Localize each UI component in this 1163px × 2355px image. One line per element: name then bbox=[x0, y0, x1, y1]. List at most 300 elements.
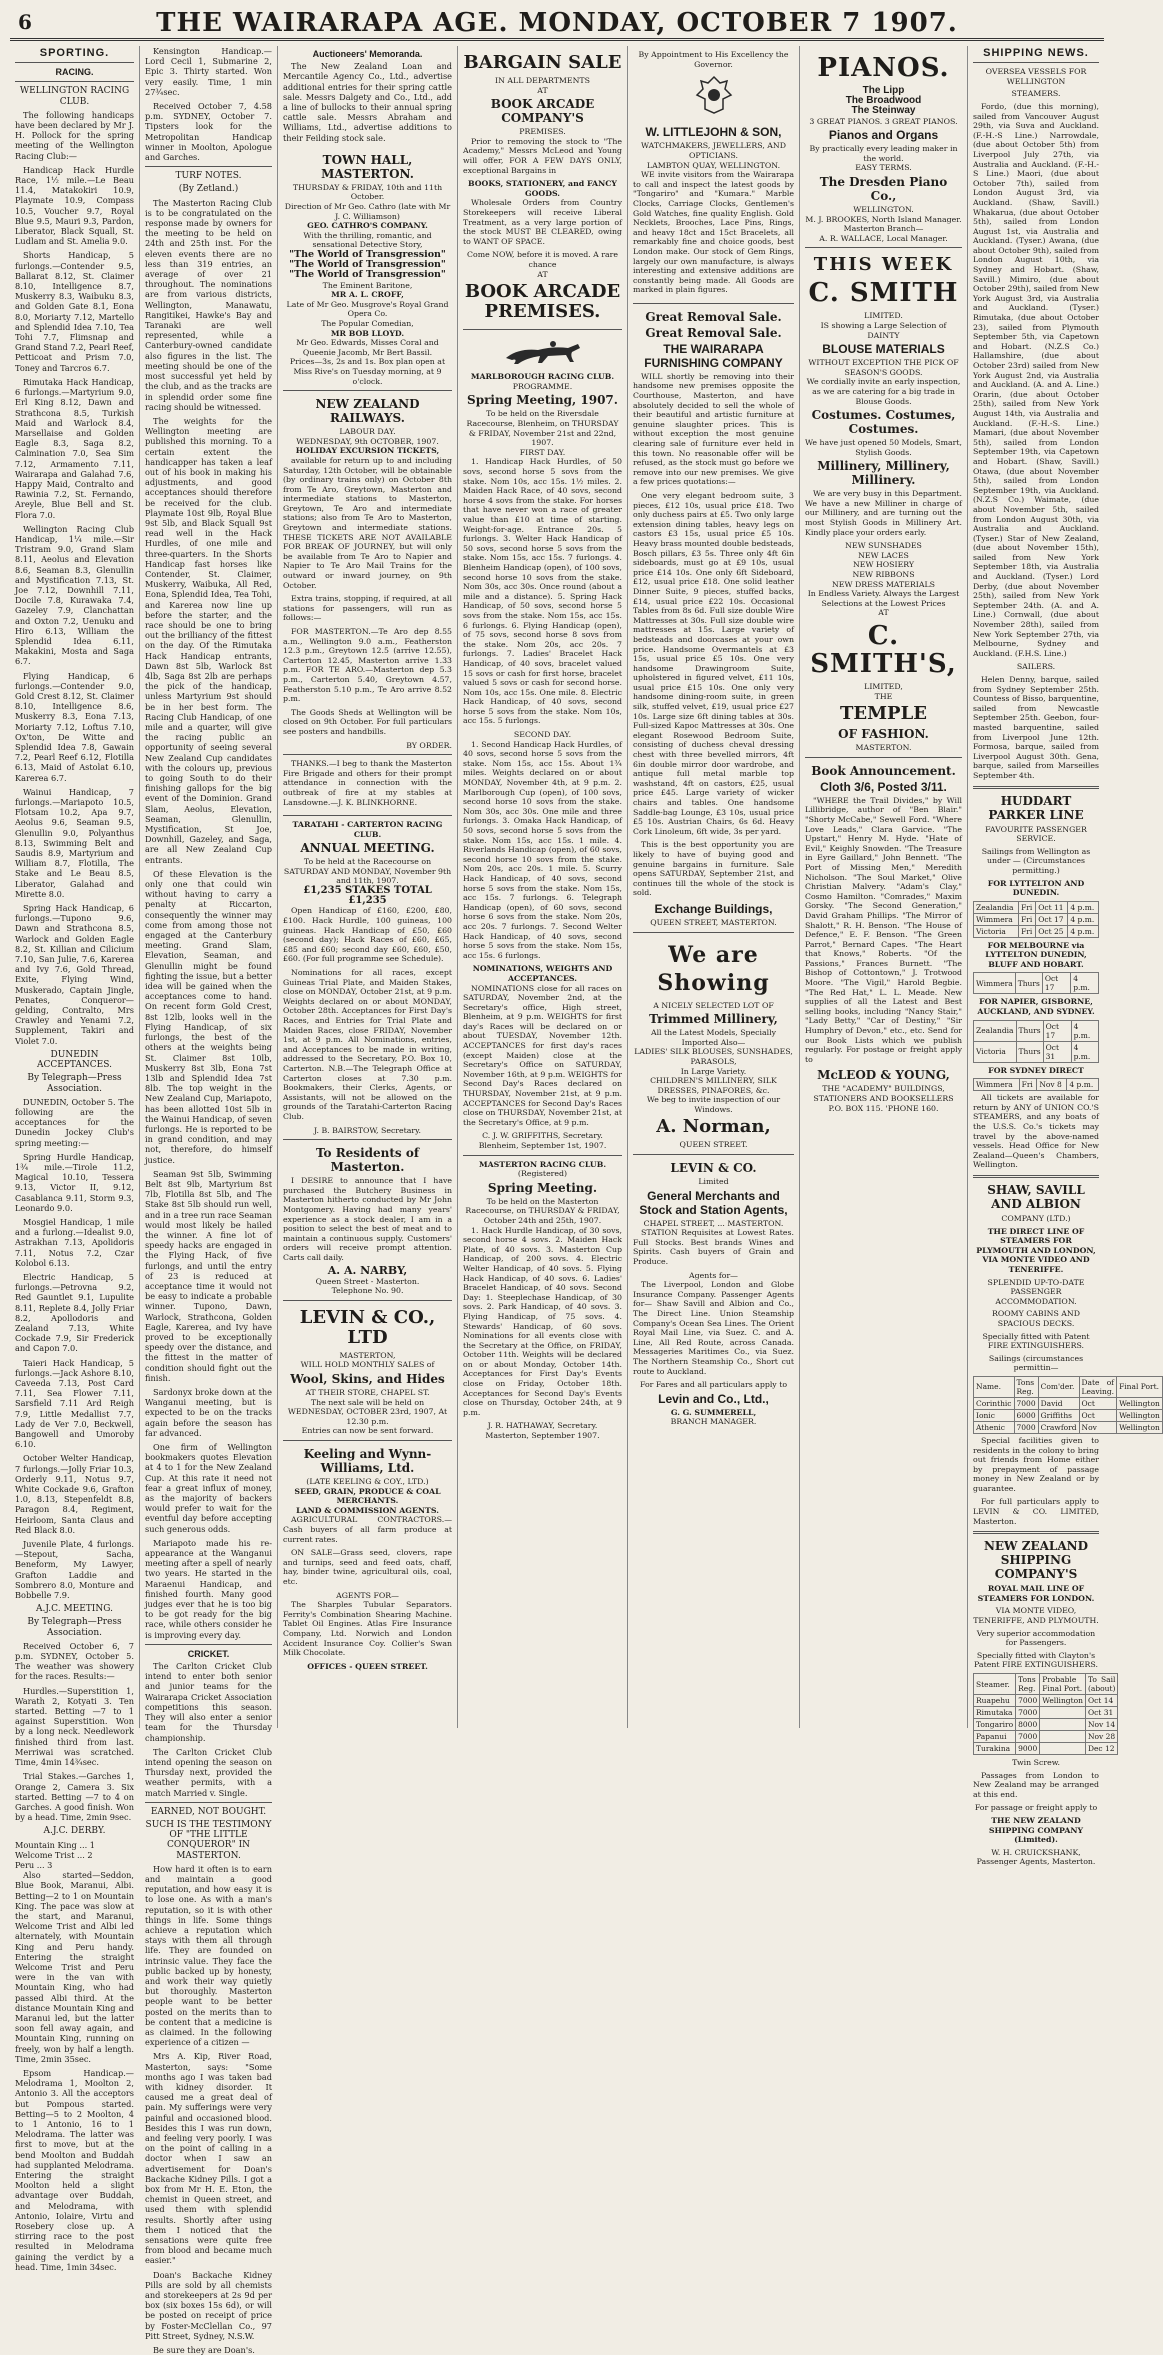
paragraph: Epsom Handicap.—Melodrama 1, Moolton 2, Antonio 3. All the acceptors but Pompous started. Betting—5 to 2 Moolton, 4 to 1 Antonio, 16 to 1 Melodrama. The latter was first to move, but at the bend Moolton and Buddah had supplanted Melodrama. Entering the straight Moolton held a slight advantage over Buddah, and Melodrama, with Antonio, Iolaire, Virtu and Rosebery close up. A stirring race to the post resulted in Melodrama gaining the verdict by a head. Time, 1min 34sec. bbox=[15, 2067, 134, 2272]
table-cell: Wimmera bbox=[974, 913, 1019, 925]
table-cell: Victoria bbox=[974, 1041, 1017, 1062]
ad-line: Sailings (circumstances permittin— bbox=[988, 1353, 1084, 1373]
paragraph: Shorts Handicap, 5 furlongs.—Contender 9.5, Ballarat 8.12, St. Claimer 8.10, Intelligence 8.7, Muskerry 8.3, Waibuku 8.3, and Golden Gate 8.1, Eona 8.0, Moriarty 7.12, Martello and Splendid Idea 7.10, Tea Tohi 7.7, Flimsnap and Grand Stand 7.2, Pearl Reef, Petticoat and Prism 7.0, Toney and Tarcros 6.7. bbox=[15, 250, 134, 373]
ad-line: WELLINGTON. bbox=[853, 204, 914, 214]
ad-line: WATCHMAKERS, JEWELLERS, AND OPTICIANS. bbox=[641, 141, 786, 160]
paragraph: Passages from London to New Zealand may be arranged at this end. bbox=[973, 1770, 1099, 1799]
paragraph: Handicap Hack Hurdle Race, 1½ mile.—Le Beau 11.4, Matakokiri 10.9, Playmate 10.9, Compass 10.5, Voucher 9.7, Royal Blue 9.5, Mauri 9.3, Pardon, Liberator, Black Squall, St. Ludlam and St. Amelia 9.0. bbox=[15, 164, 134, 247]
ad-text: One very elegant bedroom suite, 3 pieces, £12 10s, usual price £18. Two only duchess pairs at £5. Two only large extension dining tables, heavy legs on castors £3 15s, usual price £5 10s. Heavy brass mounted double bedsteads, Bosch pillars, £3 5s. Three only 4ft 6in sideboards, must go at £9 10s, usual price £14 10s. One only 6ft Sideboard, £12, usual price £18. One solid leather Dinner Suite, 9 pieces, stuffed backs, £14, usual price £22 10s. Occasional Tables from 8s 6d. Full size double Wire Mattresses at 30s. Full size double wire mattresses at 15s. Large variety of bedsteads and doorcases at your own price. Handsome Overmantels at £3 15s, usual price £5 10s. One very handsome Drawingroom Suite, upholstered in figured velvet, £11 10s, usual price £15 10s. One only very handsome dining-room suite, in green silk, stuffed velvet, £19, usual price £27 10s. Large size 6ft dining tables at 30s. Full-sized Kapoc Mattresses at 30s. One elegant Rosewood Bedroom Suite, consisting of duchess cheval dressing chest with three bevelled mirrors, 4ft 6in double mirror door wardrobe, and antique full metal marble top washstand, 4ft on castors, £25, usual price £45. Large variety of wicker chairs and tables. One handsome Saddle-bag Lounge, £3 10s, usual price £5 10s. Austrian Chairs, 6s 6d. Heavy Cork Linoleum, 6ft wide, 3s per yard. bbox=[633, 491, 794, 836]
ad-headline: C. SMITH bbox=[808, 278, 959, 309]
ad-line: The Eminent Baritone, bbox=[322, 280, 413, 290]
narby-advert bbox=[283, 1140, 452, 1301]
table-row bbox=[974, 925, 1099, 937]
newspaper-page bbox=[10, 8, 1160, 2355]
table-row bbox=[974, 1695, 1118, 1707]
ad-headline: Trimmed Millinery, bbox=[649, 1012, 778, 1027]
table-heading: FOR LYTTELTON AND DUNEDIN. bbox=[987, 878, 1085, 898]
ad-line: Masterton Branch— bbox=[843, 224, 924, 234]
paragraph: Seaman 9st 5lb, Swimming Belt 8st 9lb, Martyrium 8st 7lb, Flotilla 8st 5lb, and The Stake 8st 5lb should run well, and in a tree run race Seaman would most likely be hailed the winner. A fine lot of speedy hacks are engaged in the Flying Hack, of five furlongs, and until the entry of 23 is reduced at acceptance time it would not be easy to indicate a probable winner. Tupono, Dawn, Warlock, Strathcona, Golden Eagle, Karerea, and Ivy have proved to be exceptionally speedy over the distance, and the fittest in the matter of condition should fight out the finish. bbox=[145, 1168, 272, 1383]
ad-line: To be held on the Masterton Racecourse, on THURSDAY & FRIDAY, October 24th and 25th, 1907. bbox=[465, 1196, 620, 1225]
paragraph: Special facilities given to residents in the colony to bring out friends from Home either by prepayment of passage money in New Zealand or by guarantee. bbox=[973, 1435, 1099, 1493]
divider bbox=[15, 62, 134, 63]
bargain-sale-advert bbox=[463, 46, 622, 330]
ad-headline: OF FASHION. bbox=[838, 727, 929, 742]
ad-line: 3 GREAT PIANOS. 3 GREAT PIANOS. bbox=[809, 116, 958, 126]
column-merchants bbox=[628, 46, 800, 1728]
marlborough-advert bbox=[463, 330, 622, 1156]
ad-headline: C. SMITH'S, bbox=[810, 621, 957, 680]
column-header: Final Port. bbox=[1117, 1376, 1163, 1397]
table-row bbox=[974, 1719, 1118, 1731]
table-cell: Oct 31 bbox=[1043, 1041, 1071, 1062]
ad-text: STATION Requisites at Lowest Rates. Full Stocks. Best brands Wines and Spirits. Cash buyers of Grain and Produce. bbox=[633, 1228, 794, 1267]
ad-title: BARGAIN SALE bbox=[463, 52, 622, 73]
ad-title: Great Removal Sale. bbox=[645, 325, 782, 340]
byline: (By Zetland.) bbox=[178, 184, 239, 195]
book-announcement-advert bbox=[805, 758, 962, 1117]
table-cell: Oct 11 bbox=[1036, 901, 1068, 913]
table-cell: Oct 17 bbox=[1036, 913, 1068, 925]
derby-result: Peru ... 3 bbox=[15, 1859, 53, 1870]
ad-line: MASTERTON. bbox=[855, 743, 912, 753]
ad-line: P.O. BOX 115. 'PHONE 160. bbox=[828, 1103, 939, 1113]
sailing-table bbox=[973, 972, 1099, 994]
ad-line: For Fares and all particulars apply to bbox=[639, 1380, 788, 1390]
paragraph: The New Zealand Loan and Mercantile Agency Co., Ltd., advertise additional entries for their spring cattle sale. Messrs Dalgety and Co., Ltd., add a line of bullocks to their annual spring cattle sale. Messrs Abraham and Williams, Ltd., advertise additions to their Feilding stock sale. bbox=[283, 61, 452, 143]
derby-result: Welcome Trist ... 2 bbox=[15, 1849, 93, 1860]
ad-line: The next sale will be held on WEDNESDAY, OCTOBER 23rd, 1907, At 12.30 p.m. bbox=[287, 1397, 448, 1426]
ad-line: We beg to invite inspection of our Windows. bbox=[646, 1095, 781, 1114]
table-cell: Wellington bbox=[1117, 1421, 1163, 1433]
ad-line: EASY TERMS. bbox=[855, 163, 912, 173]
table-cell: Oct 31 bbox=[1085, 1707, 1117, 1719]
table-cell: Griffiths bbox=[1038, 1409, 1079, 1421]
ad-headline: Pianos and Organs bbox=[828, 128, 939, 143]
table-cell: 9000 bbox=[1016, 1743, 1040, 1755]
ad-text: Prior to removing the stock to "The Academy," Messrs McLeod and Young will offer, FOR A FEW DAYS ONLY, exceptional Bargains in bbox=[463, 136, 622, 175]
ad-line: AT THEIR STORE, CHAPEL ST. bbox=[305, 1388, 430, 1398]
table-cell: Thurs bbox=[1016, 1020, 1043, 1041]
ad-line: LAMBTON QUAY, WELLINGTON. bbox=[646, 160, 781, 170]
paragraph: How hard it often is to earn and maintain a good reputation, and how easy it is to lose one. As with a man's reputation, so it is with other things in life. Some things achieve a reputation which stays with them all through life. They are founded on intrinsic value. They face the public backed up by honesty, and work their way quietly but thoroughly. Masterton people want to be better posted on the merits than to be content that a medicine is as claimed. In the following experience of a citizen — bbox=[145, 1863, 272, 2048]
sailing-table bbox=[973, 1673, 1118, 1755]
table-cell: Wimmera bbox=[974, 973, 1016, 994]
ad-title: SHAW, SAVILL AND ALBION bbox=[987, 1183, 1085, 1212]
table-header-row bbox=[974, 1376, 1163, 1397]
ad-line: We have just opened 50 Models, Smart, Stylish Goods. bbox=[805, 438, 962, 457]
table-cell: 4 p.m. bbox=[1071, 973, 1099, 994]
table-cell: Wellington bbox=[1117, 1397, 1163, 1409]
ad-title: NEW ZEALAND RAILWAYS. bbox=[315, 397, 420, 426]
list-item: NEW LACES bbox=[858, 550, 909, 560]
table-header-row bbox=[974, 1674, 1118, 1695]
table-cell: Corinthic bbox=[974, 1397, 1015, 1409]
ad-line: PROGRAMME. bbox=[512, 381, 573, 391]
ad-line: To be held on the Riversdale Racecourse, Blenheim, on THURSDAY & FRIDAY, November 21st and 22nd, 1907. bbox=[466, 409, 619, 448]
ad-line: LAND & COMMISSION AGENTS. bbox=[296, 1505, 439, 1515]
article-heading: DUNEDIN ACCEPTANCES. bbox=[37, 1049, 112, 1071]
ad-line: AGENTS FOR— bbox=[336, 1590, 399, 1600]
masterton-racing-advert bbox=[463, 1156, 622, 1445]
ad-signoff: C. J. W. GRIFFITHS, Secretary. bbox=[482, 1131, 603, 1141]
ad-headline: £1,235 STAKES TOTAL £1,235 bbox=[303, 885, 432, 907]
ad-signoff: W. H. CRUICKSHANK, Passenger Agents, Masterton. bbox=[976, 1847, 1096, 1867]
paragraph: Wellington Racing Club Handicap, 1¼ mile.—Sir Tristram 9.0, Grand Slam 8.11, Aeolus and Elevation 8.6, Seaman 8.3, Glenullin and Mystification 7.13, St. Joe 7.12, Downhill 7.11, Docile 7.8, Kurawaka 7.4, Gazeley 7.9, Clanchattan and Oxton 7.2, Uenuku and Hiro 6.13, William the Splendid Idea 6.11, Makakini, Mosta and Saga 6.7. bbox=[15, 523, 134, 667]
table-heading: FOR NAPIER, GISBORNE, AUCKLAND, AND SYDNEY. bbox=[977, 997, 1095, 1017]
ad-line: THE "ACADEMY" BUILDINGS, bbox=[822, 1084, 945, 1094]
racehorse-icon bbox=[498, 338, 588, 366]
ad-line: DAINTY bbox=[867, 330, 900, 340]
paragraph: Spring Hack Handicap, 6 furlongs.—Tupono 9.6, Dawn and Strathcona 8.5, Warlock and Golden Eagle 8.2, St. Killian and Cilicium 7.10, San Julie, 7.6, Karerea and Ivy 7.6, Gold Thread, Exite, Flying Wind, Muskerado, Captain Jingle, Penates, Conqueror—gelding, Contralto, Mrs Crawley and Yenami 7.2, Supplement, Takiri and Violet 7.0. bbox=[15, 903, 134, 1046]
ad-line: LADIES' SILK BLOUSES, SUNSHADES, PARASOLS, bbox=[634, 1047, 793, 1066]
divider bbox=[145, 1644, 272, 1645]
paragraph: Doan's Backache Kidney Pills are sold by all chemists and storekeepers at 2s 9d per box (six boxes 15s 6d), or will be posted on receipt of price by Foster-McClellan Co., 97 Pitt Street, Sydney, N.S.W. bbox=[145, 2269, 272, 2341]
ad-title: LEVIN & CO., LTD bbox=[299, 1306, 436, 1348]
table-cell: 4 p.m. bbox=[1071, 1041, 1098, 1062]
ad-title: Book Announcement. bbox=[811, 763, 956, 778]
ad-title: NEW ZEALAND SHIPPING COMPANY'S bbox=[983, 1539, 1089, 1582]
ad-line: BRANCH MANAGER. bbox=[670, 1417, 757, 1427]
table-cell: 8000 bbox=[1016, 1719, 1040, 1731]
table-row bbox=[974, 973, 1099, 994]
ad-text: Nominations for all races, except Guineas Trial Plate, and Maiden Stakes, close on MONDAY, October 21st, at 9 p.m. Weights declared on or about MONDAY, October 28th. Acceptances for First Day's Races, and Entries for Trial Plate and Maiden Races, close FRIDAY, November 1st, at 9 p.m. All Nominations, entries, and Acceptances to be made in writing, addressed to the Secretary, P.O. Box 10, Carterton. N.B.—The Telegraph Office at Carterton closes at 7.30 p.m. Bookmakers, their Clerks, Agents, or Assistants, will not be allowed on the grounds of the Taratahi-Carterton Racing Club. bbox=[283, 968, 452, 1121]
table-cell bbox=[1040, 1707, 1086, 1719]
ad-line: SPLENDID UP-TO-DATE PASSENGER ACCOMMODATION. bbox=[987, 1277, 1085, 1306]
piano-brand: The Lipp bbox=[862, 85, 905, 96]
ad-line: M. J. BROOKES, North Island Manager. bbox=[805, 214, 962, 224]
paragraph: Helen Denny, barque, sailed from Sydney September 25th. Countess of Bisso, barquentine, sailed from Newcastle September 25th. Geebon, four-masted barquentine, sailed from Liverpool June 12th. Formosa, barque, sailed from Liverpool August 30th. Gena, barque, sailed from Marseilles September 4th. bbox=[973, 675, 1099, 780]
ad-line: Prices—3s, 2s and 1s. Box plan open at Miss Rive's on Tuesday morning, at 9 o'clock. bbox=[289, 357, 446, 386]
table-cell: Oct 17 bbox=[1042, 973, 1070, 994]
column-header: To Sail (about) bbox=[1085, 1674, 1117, 1695]
paragraph: Mariapoto made his re-appearance at the Wanganui meeting after a spell of nearly two years. He started in the Maraenui Handicap, and finished fourth. Many good judges ever that he is too big to be got ready for the big race, while others consider he is improving every day. bbox=[145, 1537, 272, 1640]
ad-line: PREMISES. bbox=[519, 127, 566, 137]
table-cell: 4 p.m. bbox=[1068, 901, 1099, 913]
ad-line: ROOMY CABINS AND SPACIOUS DECKS. bbox=[991, 1309, 1081, 1328]
derby-result: Mountain King ... 1 bbox=[15, 1839, 95, 1850]
subheading: SAILERS. bbox=[1016, 662, 1056, 672]
table-cell: Oct 14 bbox=[1085, 1695, 1117, 1707]
ad-headline: Costumes. Costumes, Costumes. bbox=[811, 408, 956, 437]
ad-line: By practically every leading maker in the world. bbox=[809, 144, 958, 163]
ad-line: NOMINATIONS, WEIGHTS AND ACCEPTANCES. bbox=[472, 964, 613, 983]
ad-line: Twin Screw. bbox=[1012, 1758, 1060, 1768]
byline: By Telegraph—Press Association. bbox=[27, 1073, 122, 1094]
table-cell: Fri bbox=[1019, 901, 1036, 913]
ad-line: COMPANY (LTD.) bbox=[1001, 1214, 1071, 1224]
table-row bbox=[974, 1079, 1099, 1091]
columns bbox=[10, 46, 1160, 2355]
ad-headline: Spring Meeting. bbox=[487, 1180, 598, 1195]
table-cell: Victoria bbox=[974, 925, 1019, 937]
article-heading: A.J.C. MEETING. bbox=[36, 1604, 113, 1615]
ad-line: THE DIRECT LINE OF STEAMERS FOR PLYMOUTH AND LONDON, VIA MONTE VIDEO AND TENERIFFE. bbox=[976, 1226, 1096, 1274]
table-cell: 7000 bbox=[1016, 1707, 1040, 1719]
paragraph: Juvenile Plate, 4 furlongs.—Stepout, Sacha, Beneform, My Lawyer, Grafton Laddie and Sombrero 8.0, Monture and Bobbelle 7.9. bbox=[15, 1539, 134, 1601]
ad-line: STATIONERS AND BOOKSELLERS bbox=[813, 1094, 954, 1104]
table-cell: Athenic bbox=[974, 1421, 1015, 1433]
table-row bbox=[974, 1397, 1163, 1409]
ad-line: A NICELY SELECTED LOT OF bbox=[653, 1000, 774, 1010]
ad-text: This is the best opportunity you are likely to have of buying good and genuine bargains in furniture. Sale opens SATURDAY, September 21st, and continues till the whole of the stock is sold. bbox=[633, 840, 794, 898]
table-cell: Nov 8 bbox=[1037, 1079, 1067, 1091]
ad-text: AGRICULTURAL CONTRACTORS.—Cash buyers of all farm produce at current rates. bbox=[283, 1515, 452, 1544]
table-cell bbox=[1040, 1743, 1086, 1755]
paragraph: Spring Hurdle Handicap, 1¾ mile.—Tirole 11.2, Magical 10.10, Tessera 9.13, Victor II, 9.12, Casablanca 9.11, Storm 9.3, Leonardo 9.0. bbox=[15, 1151, 134, 1213]
ad-headline: A. Norman, bbox=[656, 1116, 771, 1138]
table-cell: Rimutaka bbox=[974, 1707, 1016, 1719]
ad-headline: BOOK ARCADE COMPANY'S bbox=[490, 97, 595, 126]
ad-line: VIA MONTE VIDEO, TENERIFFE, AND PLYMOUTH. bbox=[973, 1606, 1099, 1626]
column-header: Name. bbox=[974, 1376, 1015, 1397]
paragraph: Trial Stakes.—Garches 1, Orange 2, Camera 3. Six started. Betting —7 to 4 on Garches. A good finish. Won by a head. Time, 2min 9sec. bbox=[15, 1771, 134, 1823]
table-cell bbox=[1040, 1731, 1086, 1743]
ad-line: LIMITED, bbox=[864, 682, 903, 692]
table-row bbox=[974, 901, 1099, 913]
ad-line: Telephone No. 90. bbox=[331, 1286, 404, 1296]
table-row bbox=[974, 1731, 1118, 1743]
sailing-table bbox=[973, 901, 1099, 938]
newspaper-title: THE WAIRARAPA AGE. MONDAY, OCTOBER 7 1907. bbox=[156, 8, 958, 38]
divider bbox=[973, 786, 1099, 789]
ad-headline: General Merchants and Stock and Station Agents, bbox=[639, 1188, 788, 1217]
table-cell: 7000 bbox=[1016, 1731, 1040, 1743]
paragraph: Be sure they are Doan's. bbox=[153, 2345, 255, 2355]
column-header: Date of Leaving. bbox=[1079, 1376, 1117, 1397]
ad-line: Mr Geo. Edwards, Misses Coral and Queenie Jacomb, Mr Bert Bassil. bbox=[296, 338, 439, 357]
ad-line: ROYAL MAIL LINE OF STEAMERS FOR LONDON. bbox=[977, 1584, 1095, 1603]
ad-title: MASTERTON RACING CLUB. bbox=[478, 1159, 607, 1169]
table-cell: Fri bbox=[1019, 913, 1036, 925]
table-cell: 7000 bbox=[1014, 1421, 1038, 1433]
ad-line: SECOND DAY. bbox=[513, 730, 572, 740]
table-row bbox=[974, 1743, 1118, 1755]
paragraph: The Carlton Cricket Club intend opening the season on Thursday next, provided the weather permits, with a match Married v. Single. bbox=[145, 1746, 272, 1798]
ad-line: HOLIDAY EXCURSION TICKETS, bbox=[295, 446, 440, 456]
column-auctioneers bbox=[278, 46, 458, 1728]
list-item: NEW DRESS MATERIALS bbox=[831, 579, 936, 589]
ad-line: CHAPEL STREET, ... MASTERTON. bbox=[643, 1218, 784, 1228]
paragraph: The Masterton Racing Club is to be congratulated on the response made by owners for the meeting to be held on 24th and 25th inst. For the eleven events there are no less than 319 entries, an average of over 21 throughout. The nominations are from various districts, Wellington, Manawatu, Rangitikei, Hawke's Bay and Taranaki are well represented, while a Canterbury-owned candidate also figures in the list. The meeting should be one of the most successful yet held by the club, and as the tracks are in splendid order some fine racing should be witnessed. bbox=[145, 197, 272, 412]
thanks-notice bbox=[283, 755, 452, 816]
table-cell: Turakina bbox=[974, 1743, 1016, 1755]
list-item: NEW HOSIERY bbox=[852, 560, 915, 570]
paragraph: Flying Handicap, 6 furlongs.—Contender 9.0, Gold Crest 8.12, St. Claimer 8.10, Intelligence 8.6, Muskerry 8.3, Eona 7.13, Moriarty 7.12, Loftus 7.10, Ox'ton, De Witte and Splendid Idea 7.8, Gawain 7.2, Pearl Reef 6.12, Flotilla 6.13, Maid of Astolat 6.10, Karerea 6.7. bbox=[15, 670, 134, 783]
table-row bbox=[974, 1707, 1118, 1719]
play-title: "The World of Transgression" bbox=[289, 248, 446, 260]
taratahi-advert bbox=[283, 816, 452, 1140]
ad-line: AT bbox=[537, 269, 548, 279]
sailing-table bbox=[973, 1020, 1099, 1063]
ad-line: Limited bbox=[698, 1177, 729, 1187]
table-heading: FOR MELBOURNE via LYTTELTON DUNEDIN, BLUFF AND HOBART. bbox=[985, 940, 1087, 969]
ad-line: Masterton, September 1907. bbox=[485, 1431, 600, 1441]
paragraph: Also started—Seddon, Blue Book, Maranui, Albi. Betting—2 to 1 on Mountain King. The pace was slow at the start, and Maranui, Welcome Trist and Albi led alternately, with Mountain King and Peru handy. Entering the straight Welcome Trist and Peru were in the van with Mountain King, who had passed Albi third. At the distance Mountain King and Maranui led, but the latter soon fell away again, and Mountain King, running on freely, won by half a length. Time, 2min 35sec. bbox=[15, 1870, 134, 2064]
column-turf-notes bbox=[140, 46, 278, 2355]
section-heading: SHIPPING NEWS. bbox=[983, 47, 1089, 59]
norman-advert bbox=[633, 933, 794, 1156]
table-cell: 7000 bbox=[1014, 1397, 1038, 1409]
ad-line: WITHOUT EXCEPTION THE PICK OF SEASON'S GOODS. bbox=[808, 358, 959, 377]
paragraph: Mosgiel Handicap, 1 mile and a furlong.—Idealist 9.0, Astrakhan 7.13, Apolidoris 7.11, Notus 7.2, Czar Kolobol 6.13. bbox=[15, 1216, 134, 1268]
paragraph: Received October 7, 4.58 p.m. SYDNEY, October 7. Tipsters look for the Metropolitan Handicap winner in Moolton, Apologue and Garches. bbox=[145, 101, 272, 163]
ad-title: THIS WEEK bbox=[813, 254, 954, 276]
royal-crest-icon bbox=[689, 73, 739, 117]
table-row bbox=[974, 1409, 1163, 1421]
ad-headline: TEMPLE bbox=[840, 703, 927, 725]
paragraph: The weights for the Wellington meeting are published this morning. To a certain extent the handicapper has taken a leaf out of his book in making his adjustments, and good acceptances should therefore be received for the club. Playmate 10st 9lb, Royal Blue 9st 5lb, and Black Squall 9st read well in the Hack Hurdles, of one mile and three-quarters. In the Shorts Handicap fast horses like Contender, St. Claimer, Muskerry, Waibuka, All Red, Eona, Splendid Idea, Tea Tohi, and Karerea now line up before the starter, and the race should be one to bring out the brilliancy of the fittest on the day. Of the Rimutaka Hack Handicap entrants, Dawn 8st 5lb, Warlock 8st 4lb, Saga 8st 2lb are perhaps the pick of the handicap, unless Martyrium 9st should be in her best form. The Racing Club Handicap, of one mile and a quarter, will give the racing public an opportunity of seeing several New Zealand Cup candidates with the colours up, previous to going South to do their finishing gallops for the big event of the Dominion. Grand Slam, Aeolus, Elevation, Seaman, Glenullin, Mystification, St Joe, Downhill, Gazeley, and Saga, are all New Zealand Cup entrants. bbox=[145, 415, 272, 865]
ad-line: (LATE KEELING & COY., LTD.) bbox=[306, 1477, 429, 1487]
column-header: Probable Final Port. bbox=[1040, 1674, 1086, 1695]
ad-line: LIMITED. bbox=[864, 311, 903, 321]
sailing-table bbox=[973, 1376, 1163, 1434]
ad-line: AT bbox=[878, 608, 889, 618]
ad-line: IS showing a Large Selection of bbox=[820, 320, 947, 330]
ad-text: Extra trains, stopping, if required, at all stations for passengers, will run as follows:— bbox=[283, 594, 452, 623]
table-cell: Crawford bbox=[1038, 1421, 1079, 1433]
ad-headline: Millinery, Millinery, Millinery. bbox=[817, 459, 950, 488]
paragraph: Kensington Handicap.—Lord Cecil 1, Submarine 2, Epic 3. Thirty started. Won very easily. Time, 1 min 27¾sec. bbox=[145, 46, 272, 97]
table-cell: Nov 14 bbox=[1085, 1719, 1117, 1731]
ad-line: SEED, GRAIN, PRODUCE & COAL MERCHANTS. bbox=[294, 1486, 441, 1506]
paragraph: One firm of Wellington bookmakers quotes Elevation at 4 to 1 for the New Zealand Cup. At this rate it need not fear a great influx of money, as the majority of backers would prefer to wait for the eventful day before accepting such generous odds. bbox=[145, 1442, 272, 1534]
table-cell: Ionic bbox=[974, 1409, 1015, 1421]
table-cell: Oct bbox=[1079, 1409, 1117, 1421]
column-drapers bbox=[800, 46, 968, 1728]
ad-line: By Appointment to His Excellency the Governor. bbox=[638, 50, 789, 69]
paragraph: October Welter Handicap, 7 furlongs.—Jolly Friar 10.3, Orderly 9.11, Notus 9.7, White Cockade 9.6, Grafton 1.0, 8.13, Stepenfeldt 8.8, Paragon 8.4, Regiment, Heirloom, Santa Claus and Red Black 8.0. bbox=[15, 1453, 134, 1535]
ad-line: We cordially invite an early inspection, as we are catering for a big trade in Blouse Goods. bbox=[806, 377, 961, 406]
ad-line: Direction of Mr Geo. Cathro (late with Mr J. C. Williamson) bbox=[284, 202, 451, 221]
ad-title: W. LITTLEJOHN & SON, bbox=[645, 125, 782, 140]
ad-text: I DESIRE to announce that I have purchased the Butchery Business in Masterton hitherto conducted by Mr John Montgomery. Having had many years' experience as a stock dealer, I am in a position to select the best of meat and to maintain a continuous supply. Customers' orders will receive prompt attention. Carts call daily. bbox=[283, 1176, 452, 1262]
paragraph: For full particulars apply to LEVIN & CO. LIMITED, Masterton. bbox=[973, 1497, 1099, 1526]
keeling-advert bbox=[283, 1441, 452, 1675]
pianos-advert bbox=[805, 46, 962, 248]
table-cell: Oct bbox=[1079, 1397, 1117, 1409]
subheading: STEAMERS. bbox=[1011, 89, 1061, 99]
paragraph: All tickets are available for return by ANY of UNION CO.'S STEAMERS, and any boats of the U.S.S. Co.'s tickets may travel by the above-named vessels. Head Office for New Zealand—Queen's Chambers, Wellington. bbox=[973, 1093, 1099, 1170]
ad-text: WILL shortly be removing into their handsome new premises opposite the Courthouse, Masterton, and have absolutely decided to sell the whole of their beautiful and artistic furniture at genuine slaughter prices. This is without exception the most genuine clearing sale of furniture ever held in this town. No reasonable offer will be refused, as the stock must go before we remove into our new premises. We give a few prices quotations:— bbox=[633, 371, 794, 487]
ad-line: Late of Mr Geo. Musgrove's Royal Grand Opera Co. bbox=[286, 299, 449, 319]
table-row bbox=[974, 1020, 1099, 1041]
table-cell: 7000 bbox=[1016, 1695, 1040, 1707]
play-title: "The World of Transgression" bbox=[289, 269, 446, 281]
table-cell: Thurs bbox=[1015, 973, 1042, 994]
divider bbox=[145, 1802, 272, 1803]
sailing-table bbox=[973, 1078, 1099, 1091]
piano-brand: The Broadwood bbox=[845, 95, 922, 107]
ad-line: MASTERTON, bbox=[339, 1350, 396, 1360]
ad-line: FAVOURITE PASSENGER SERVICE. bbox=[985, 824, 1087, 844]
ad-text: 1. Hack Hurdle Handicap, of 30 sovs, second horse 4 sovs. 2. Maiden Hack Plate, of 40 sovs. 3. Masterton Cup Handicap, of 200 sovs. 4. Electric Welter Handicap, of 40 sovs. 5. Flying Hack Handicap, of 40 sovs. 6. Ladies' Bracelet Handicap, of 40 sovs. Second Day: 1. Steeplechase Handicap, of 30 sovs. 2. Park Handicap, of 40 sovs. 3. Flying Handicap, of 75 sovs. 4. Stewards' Handicap, of 60 sovs. Nominations for all events close with the Secretary at the Office, on FRIDAY, October 11th. Weights will be declared on or about Monday, October 14th. Acceptances for First Day's Events close on Friday, October 18th. Acceptances for Second Day's Events close on Thursday, October 24th, at 9 p.m. bbox=[463, 1225, 622, 1417]
table-heading: FOR SYDNEY DIRECT bbox=[988, 1065, 1084, 1075]
table-cell bbox=[1040, 1719, 1086, 1731]
subheading: RACING. bbox=[55, 67, 94, 78]
table-row bbox=[974, 1041, 1099, 1062]
ad-headline: Wool, Skins, and Hides bbox=[290, 1372, 445, 1387]
ad-line: Agents for— bbox=[689, 1270, 738, 1280]
table-cell: Nov bbox=[1079, 1421, 1117, 1433]
column-shipping bbox=[968, 46, 1160, 1867]
ad-title: Great Removal Sale. bbox=[645, 309, 782, 324]
article-heading: TURF NOTES. bbox=[175, 171, 242, 182]
ad-text: WE invite visitors from the Wairarapa to call and inspect the latest goods by "Tongariro" and "Kumara." Marble Clocks, Carriage Clocks, Gentlemen's Gold Watches, fine quality English. Gold Necklets, Brooches, Lace Pins, Rings, and heavy 18ct and 15ct Bracelets, all remarkably fine and choice goods, best London make. Our stock of Gem Rings, largely our own manufacture, is always interesting and extensive additions are constantly being made. All Goods are marked in plain figures. bbox=[633, 170, 794, 295]
levin-general-advert bbox=[633, 1155, 794, 1431]
ad-line: IN ALL DEPARTMENTS bbox=[495, 76, 590, 85]
ad-headline: BLOUSE MATERIALS bbox=[822, 342, 945, 357]
table-cell: Fri bbox=[1019, 925, 1036, 937]
ad-line: Very superior accommodation for Passengers. bbox=[976, 1628, 1096, 1648]
ad-line: MR A. L. CROFF, bbox=[331, 290, 404, 300]
ad-text: FOR MASTERTON.—Te Aro dep 8.55 a.m., Wellington 9.0 a.m., Featherston 12.3 p.m., Greytown 12.5 (arrive 12.55), Carterton 12.45, Masterton arrive 1.33 p.m. FOR TE ARO.—Masterton dep 5.3 p.m., Carterton 5.40, Greytown 4.57, Featherston 5.10 p.m., Te Aro arrive 8.52 p.m. bbox=[283, 627, 452, 704]
ad-headline: BOOK ARCADE PREMISES. bbox=[464, 281, 621, 323]
ad-text: Open Handicap of £160, £200, £80, £100. Hack Hurdle, 100 guineas, 100 guineas. Hack Handicap of £50, £60 (second day); Hack Races of £60, £65, £85 and £60; second day £60, £60, £50, £60. (For full programme see Schedule). bbox=[283, 906, 452, 964]
table-cell: 4 p.m. bbox=[1068, 925, 1099, 937]
ad-signoff: BY ORDER. bbox=[406, 740, 452, 750]
ad-line: Sailings from Wellington as under — (Circumstances permitting.) bbox=[981, 846, 1091, 875]
ad-text: The Liverpool, London and Globe Insurance Company. Passenger Agents for— Shaw Savill and Albion and Co., The Direct Line. Union Steamship Company's Ocean Sea Lines. The Orient Royal Mail Line, via Suez. C. and A. Line, All Red Route, across Canada. Messageries Maritimes Co., via Suez. The Northern Steamship Co., Short cut route to Auckland. bbox=[633, 1280, 794, 1376]
ad-line: WILL HOLD MONTHLY SALES of bbox=[300, 1360, 435, 1370]
paragraph: Electric Handicap, 5 furlongs.—Petrovna 9.2, Red Gauntlet 9.1, Lupulite 8.11, Replete 8.4, Jolly Friar 8.2, Apollodoris and Zealand 7.13, White Cockade 7.9, Sir Frederick and Capon 7.0. bbox=[15, 1271, 134, 1354]
table-cell: Wimmera bbox=[974, 1079, 1020, 1091]
ad-line: Specially fitted with Clayton's Patent FIRE EXTINGUISHERS. bbox=[974, 1650, 1098, 1670]
list-item: NEW RIBBONS bbox=[852, 570, 915, 580]
column-header: Tons Reg. bbox=[1014, 1376, 1038, 1397]
ad-line: All the Latest Models, Specially Imported Also— bbox=[650, 1028, 777, 1047]
table-row bbox=[974, 913, 1099, 925]
divider bbox=[973, 62, 1099, 63]
ad-line: QUEEN STREET. bbox=[679, 1140, 748, 1150]
table-cell: 4 p.m. bbox=[1068, 913, 1099, 925]
ad-line: THE bbox=[874, 691, 893, 701]
ad-line: The Popular Comedian, bbox=[321, 318, 414, 328]
paragraph: The Carlton Cricket Club intend to enter both senior and junior teams for the Wairarapa Cricket Association competitions this season. They will also enter a senior team for the Thursday championship. bbox=[145, 1661, 272, 1743]
ad-line: BOOKS, STATIONERY, and FANCY GOODS. bbox=[468, 179, 617, 198]
list-item: NEW SUNSHADES bbox=[845, 541, 922, 551]
divider bbox=[15, 81, 134, 82]
ad-text: ON SALE—Grass seed, clovers, rape and turnips, seed and feed oats, chaff, hay, binder twine, agricultural oils, coal, etc. bbox=[283, 1548, 452, 1586]
table-row bbox=[974, 1421, 1163, 1433]
ad-title: We are Showing bbox=[657, 941, 770, 996]
subheading: Auctioneers' Memoranda. bbox=[312, 49, 423, 59]
ad-line: AT bbox=[537, 85, 548, 95]
ad-title: TOWN HALL, MASTERTON. bbox=[321, 152, 414, 181]
ad-headline: Spring Meeting, 1907. bbox=[467, 393, 618, 408]
paragraph: Rimutaka Hack Handicap, 6 furlongs.—Martyrium 9.0, Erl King 8.12, Dawn and Strathcona 8.5, Turkish Maid and Warlock 8.4, Marsellaise and Golden Eagle 8.3, Saga 8.2, Calmination 7.0, Sea Sim 7.12, Armamento 7.11, Wairarapa and Galahad 7.6, Happy Maid, Contralto and Rawinia 7.2, St. Fernando, Areyle, Blue Bell and St. Flora 7.0. bbox=[15, 376, 134, 520]
town-hall-advert bbox=[283, 147, 452, 391]
table-cell: Ruapehu bbox=[974, 1695, 1016, 1707]
table-cell: Fri bbox=[1019, 1079, 1037, 1091]
ad-headline: Exchange Buildings, bbox=[654, 901, 773, 916]
littlejohn-advert bbox=[633, 46, 794, 304]
paragraph: DUNEDIN, October 5. The following are the acceptances for the Dunedin Jockey Club's spring meeting:— bbox=[15, 1096, 134, 1148]
table-cell: Zealandia bbox=[974, 1020, 1017, 1041]
table-cell: Zealandia bbox=[974, 901, 1019, 913]
ad-line: In Large Variety. bbox=[680, 1066, 747, 1076]
ad-text: NOMINATIONS close for all races on SATURDAY, November 2nd, at the Secretary's office, High street, Blenheim, at 9 p.m. WEIGHTS for first day's Races will be declared on or about TUESDAY, November 12th. ACCEPTANCES for first day's races (except Maiden) close at the Secretary's Office on SATURDAY, November 16th, at 9 p.m. WEIGHTS for Second Day's Races declared on THURSDAY, November 21st, at 9 p.m. ACCEPTANCES for Second Day's Races close on THURSDAY, November 21st, at the Secretary's Office, at 9 p.m. bbox=[463, 983, 622, 1127]
paragraph: Of these Elevation is the only one that could win without having to carry a penalty at Riccarton, consequently the winner may come from among those not engaged at the Canterbury meeting. Grand Slam, Elevation, Seaman, and Glenullin might be found fighting the issue, but a better idea will be gained when the acceptances come to hand. On recent form Gold Crest, 8st 12lb, looks well in the Flying Handicap, of six furlongs, the best of the others at the weights being St. Claimer 8st 10lb, Muskerry 8st 3lb, Eona 7st 13lb and Splendid Idea 7st 8lb. The top weight in the New Zealand Cup, Mariapoto, has been allotted 10st 5lb in the Wainui Handicap, of seven furlongs. He is reported to be in grand condition, and may not, therefore, do himself justice. bbox=[145, 868, 272, 1165]
levin-wool-advert bbox=[283, 1301, 452, 1441]
piano-brand: The Steinway bbox=[851, 105, 916, 117]
column-sporting bbox=[10, 46, 140, 2272]
article-heading: A.J.C. DERBY. bbox=[43, 1826, 106, 1837]
ad-headline: McLEOD & YOUNG, bbox=[817, 1068, 950, 1083]
ad-title: PIANOS. bbox=[817, 53, 950, 83]
table-cell: David bbox=[1038, 1397, 1079, 1409]
ad-headline: The Dresden Piano Co., bbox=[819, 174, 948, 203]
table-cell: Tongariro bbox=[974, 1719, 1016, 1731]
